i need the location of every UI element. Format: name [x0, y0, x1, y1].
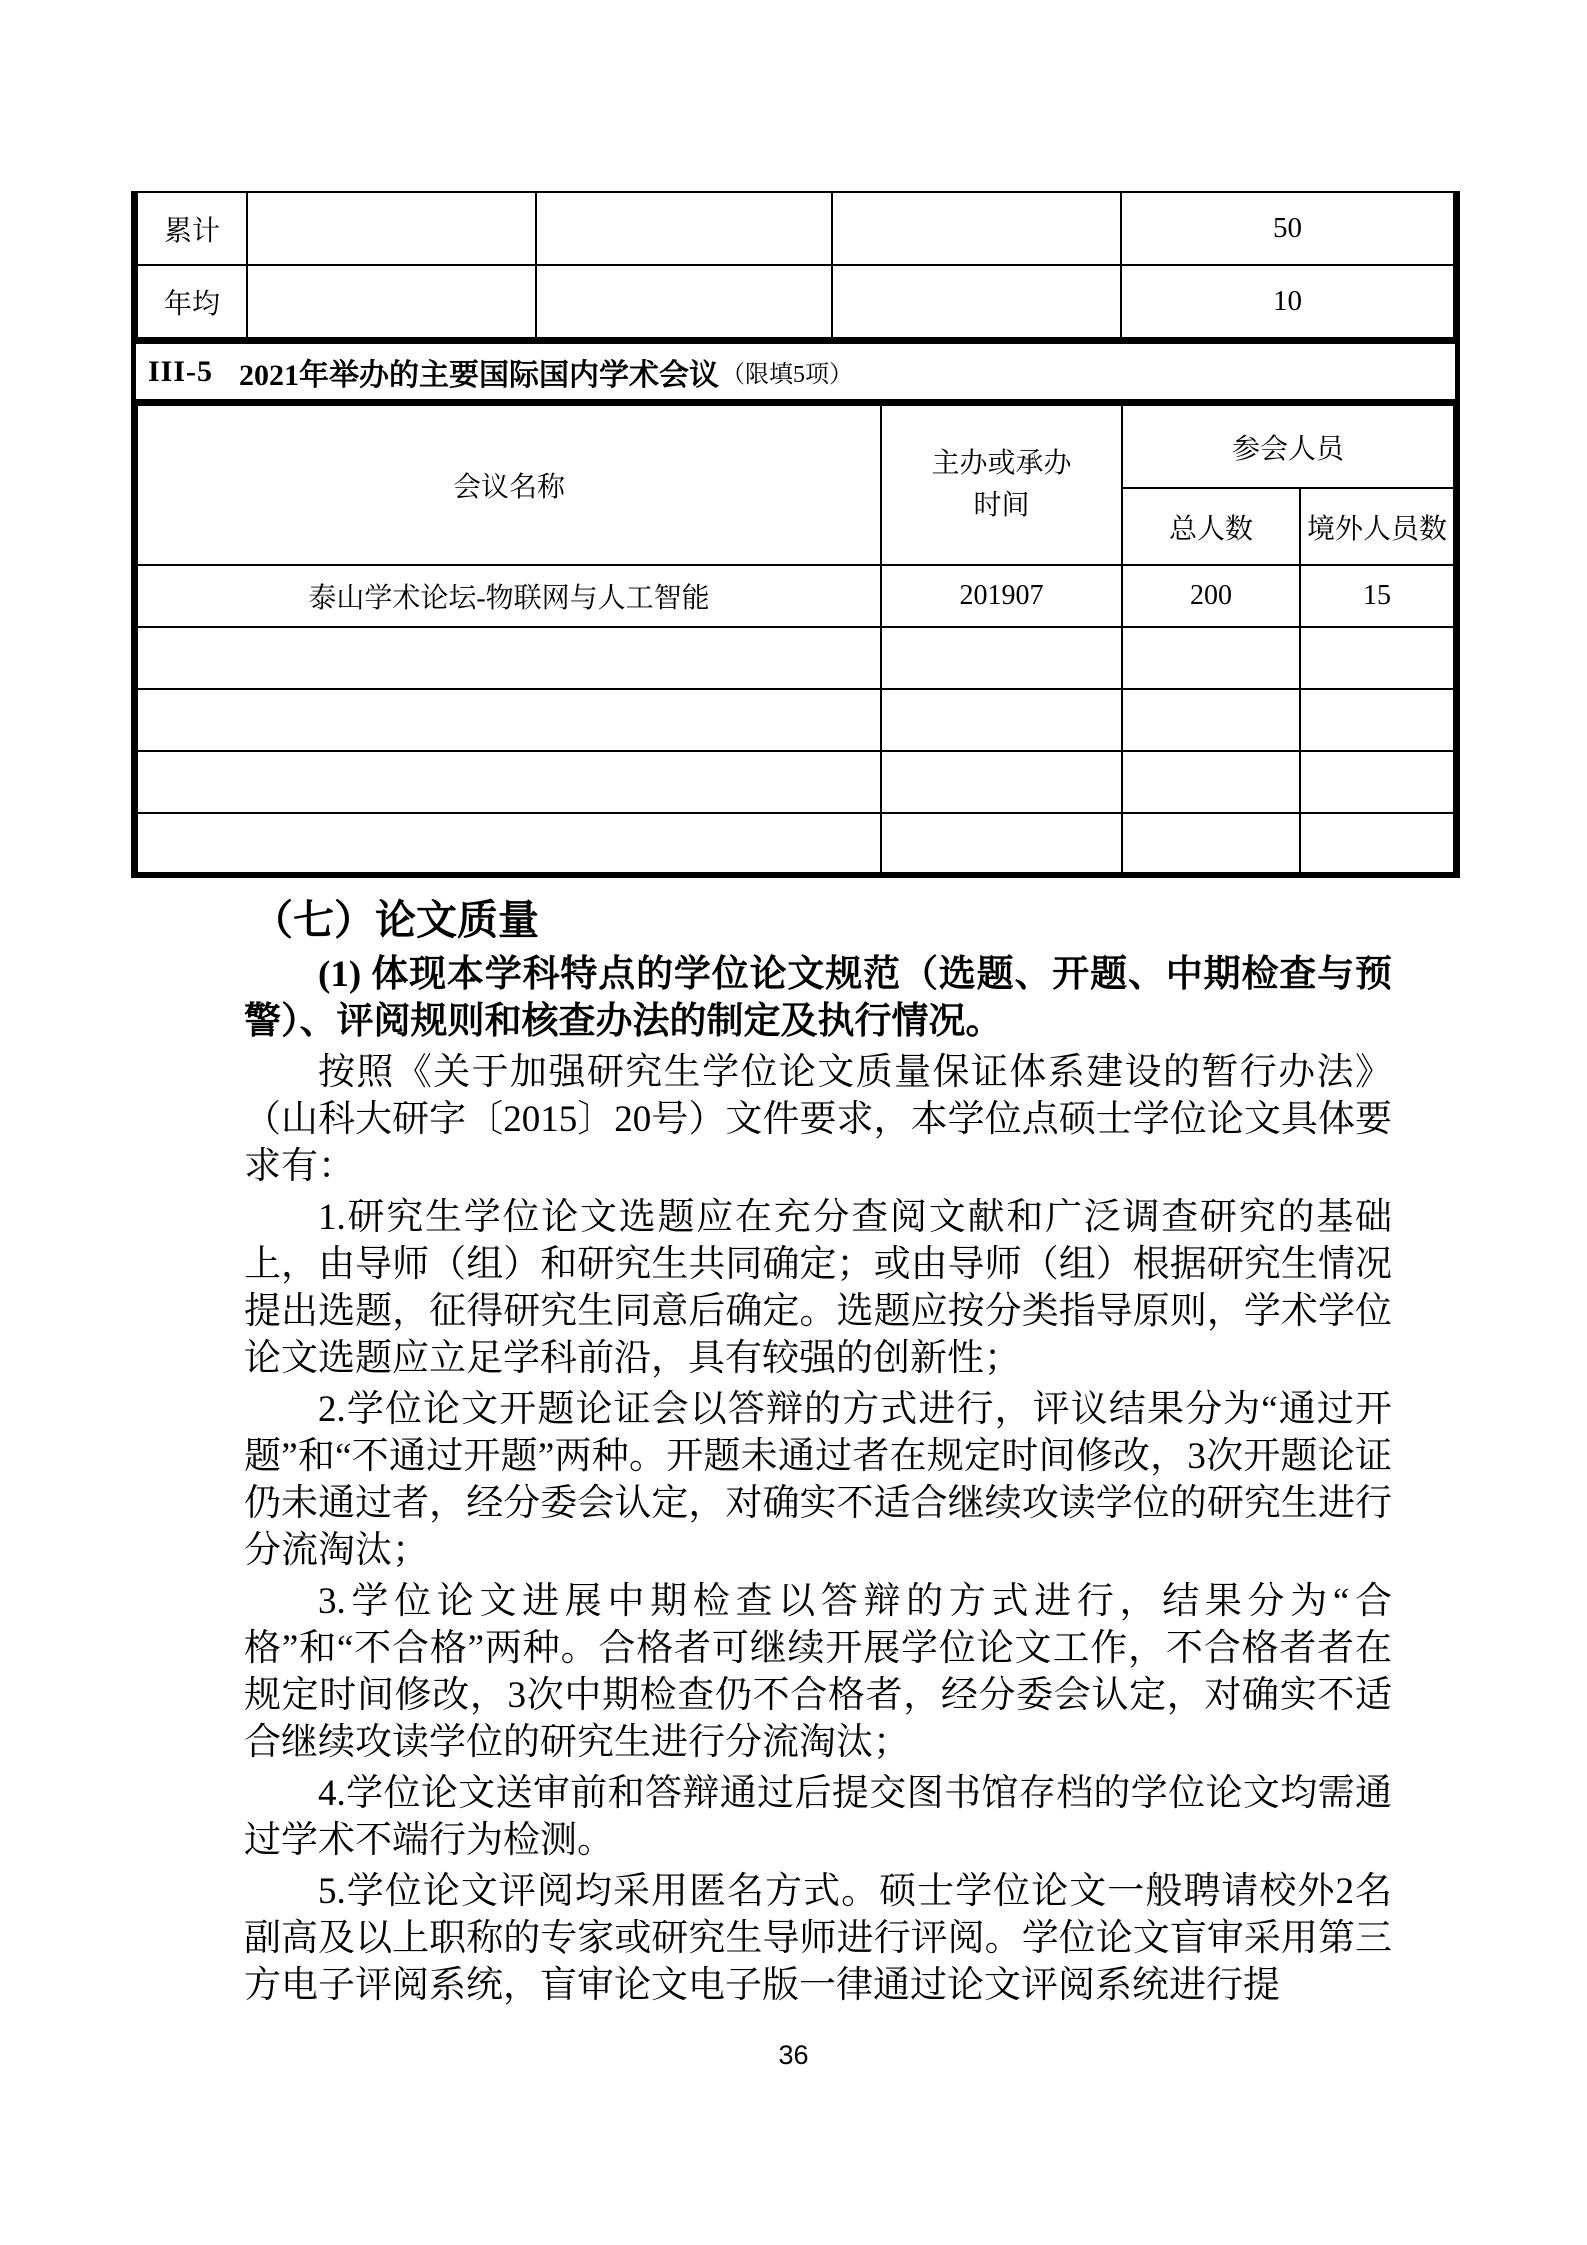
cumulative-value: 50 [1121, 192, 1454, 265]
empty-cell [247, 192, 536, 265]
conference-time: 201907 [881, 565, 1122, 627]
empty-cell [536, 265, 832, 338]
col-header-participants: 参会人员 [1122, 405, 1454, 488]
header-row [137, 405, 1454, 488]
section-heading: （七）论文质量 [252, 897, 539, 943]
conference-total [1122, 689, 1300, 751]
col-header-host-time-line1: 主办或承办 [931, 448, 1072, 479]
conference-overseas [1300, 751, 1454, 813]
paragraph-lead: (1) 体现本学科特点的学位论文规范（选题、开题、中期检查与预警）、评阅规则和核查办法的制定及执行情况。 [244, 954, 1392, 1042]
section-note: （限填5项） [721, 362, 854, 388]
paragraph: 3.学位论文进展中期检查以答辩的方式进行，结果分为“合格”和“不合格”两种。合格者可继续开展学位论文工作，不合格者者在规定时间修改，3次中期检查仍不合格者，经分委会认定，对确实不适合继续攻读学位的研究生进行分流淘汰； [244, 1581, 1392, 1763]
form-table-section [131, 191, 1460, 878]
annual-average-value: 10 [1121, 265, 1454, 338]
empty-cell [536, 192, 832, 265]
empty-cell [247, 265, 536, 338]
table-row [137, 813, 1454, 875]
empty-cell [832, 265, 1121, 338]
conference-name [137, 689, 881, 751]
table-row [137, 627, 1454, 689]
conference-overseas [1300, 627, 1454, 689]
conference-name: 泰山学术论坛-物联网与人工智能 [137, 565, 881, 627]
table-row [137, 689, 1454, 751]
summary-table [136, 191, 1455, 339]
conference-name [137, 751, 881, 813]
conference-time [881, 751, 1122, 813]
table-row [137, 751, 1454, 813]
conference-total [1122, 627, 1300, 689]
paragraph: 2.学位论文开题论证会以答辩的方式进行，评议结果分为“通过开题”和“不通过开题”两种。开题未通过者在规定时间修改，3次开题论证仍未通过者，经分委会认定，对确实不适合继续攻读学位的研究生进行分流淘汰； [244, 1389, 1392, 1571]
conference-overseas [1300, 813, 1454, 875]
col-header-conference-name: 会议名称 [137, 405, 881, 565]
row-label-annual-average: 年均 [137, 265, 247, 338]
conference-time [881, 627, 1122, 689]
paragraph: 按照《关于加强研究生学位论文质量保证体系建设的暂行办法》（山科大研字〔2015〕20号）文件要求，本学位点硕士学位论文具体要求有： [244, 1052, 1392, 1187]
empty-cell [832, 192, 1121, 265]
conference-name [137, 627, 881, 689]
col-header-host-time-line2: 时间 [973, 490, 1030, 521]
paragraph: 4.学位论文送审前和答辩通过后提交图书馆存档的学位论文均需通过学术不端行为检测。 [244, 1773, 1392, 1861]
section-iii5-band [136, 339, 1455, 404]
col-header-total: 总人数 [1122, 488, 1300, 565]
section-title: 2021年举办的主要国际国内学术会议 [239, 358, 720, 392]
conference-time [881, 689, 1122, 751]
conference-name [137, 813, 881, 875]
conference-time [881, 813, 1122, 875]
col-header-host-time [881, 405, 1122, 565]
conference-total [1122, 751, 1300, 813]
table-row [137, 565, 1454, 627]
conference-table [136, 404, 1455, 878]
col-header-overseas: 境外人员数 [1300, 488, 1454, 565]
section-code: III-5 [148, 354, 214, 388]
body-text [244, 893, 1392, 2009]
page-number: 36 [778, 2040, 809, 2070]
conference-overseas [1300, 689, 1454, 751]
conference-total: 200 [1122, 565, 1300, 627]
row-label-cumulative: 累计 [137, 192, 247, 265]
table-row [137, 192, 1454, 265]
conference-overseas: 15 [1300, 565, 1454, 627]
paragraph: 5.学位论文评阅均采用匿名方式。硕士学位论文一般聘请校外2名副高及以上职称的专家或研究生导师进行评阅。学位论文盲审采用第三方电子评阅系统，盲审论文电子版一律通过论文评阅系统进行提 [244, 1871, 1392, 2006]
conference-total [1122, 813, 1300, 875]
table-row [137, 265, 1454, 338]
paragraph: 1.研究生学位论文选题应在充分查阅文献和广泛调查研究的基础上，由导师（组）和研究生共同确定；或由导师（组）根据研究生情况提出选题，征得研究生同意后确定。选题应按分类指导原则，学术学位论文选题应立足学科前沿，具有较强的创新性； [244, 1197, 1392, 1379]
